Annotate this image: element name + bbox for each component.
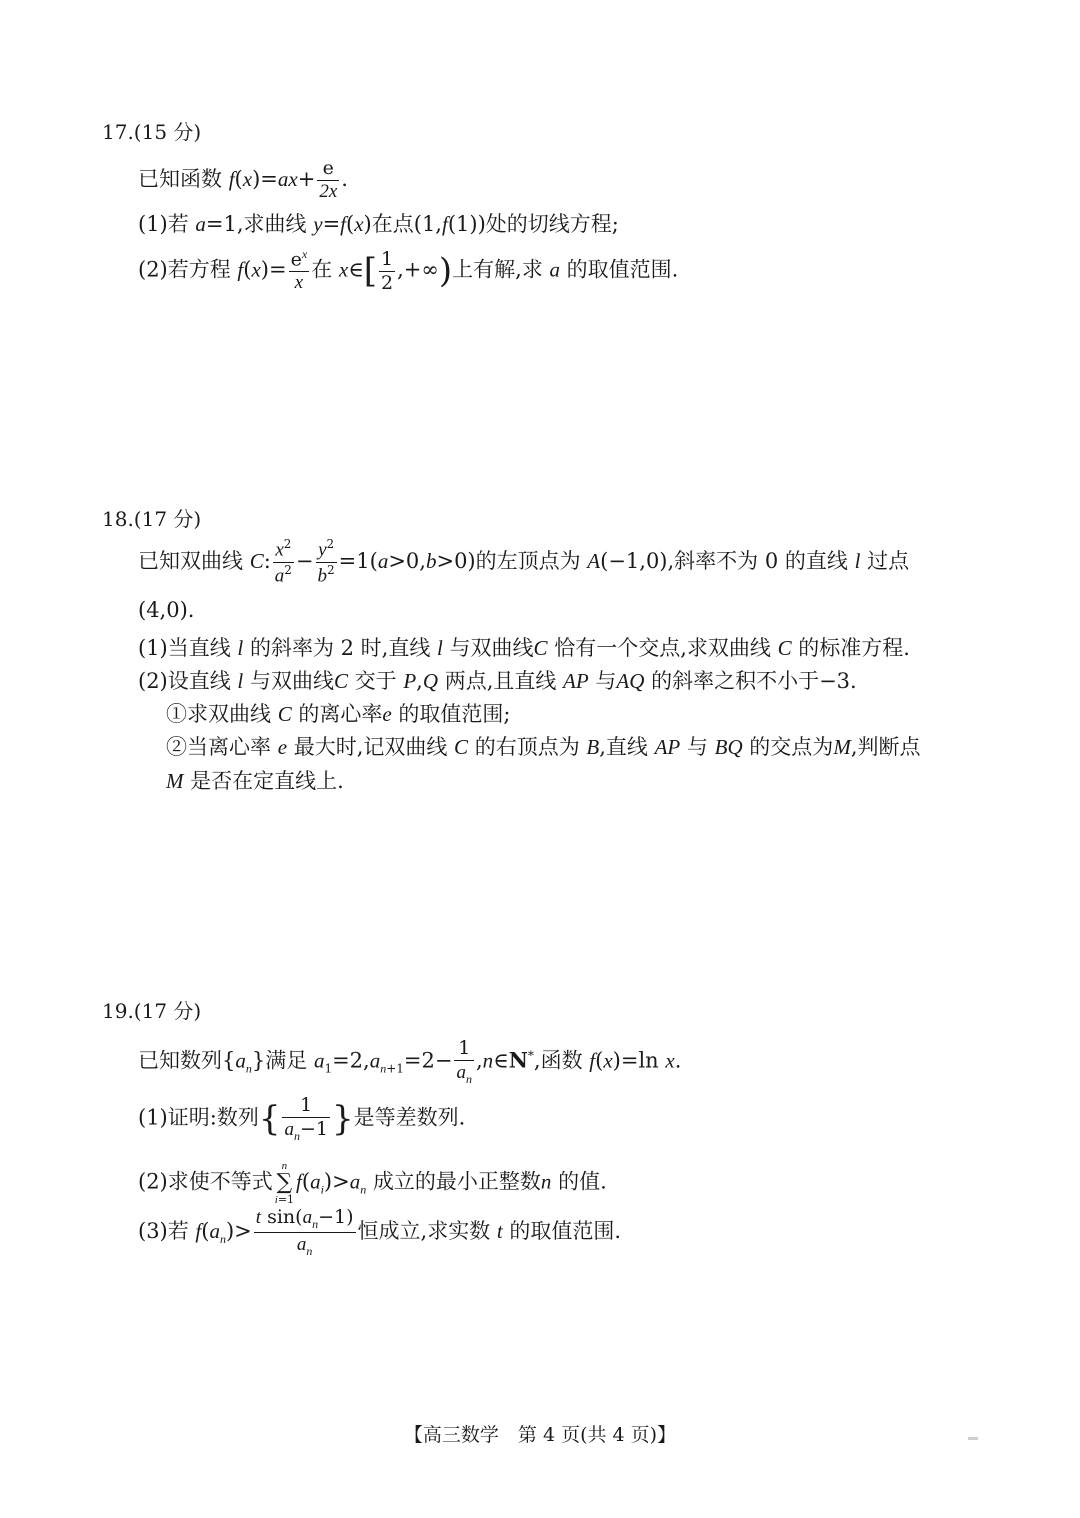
question-17-intro: 已知函数 f(x)=ax+ $\frac{e}{2x}$ . — [138, 157, 348, 202]
question-17-part-1: (1)若 a=1,求曲线 y=f(x)在点(1,f(1))处的切线方程; — [138, 212, 619, 236]
fraction-e-over-2x: $\frac{e}{2x}$ — [319, 157, 338, 202]
fraction-1-over-an: $\frac{1}{a_n}$ — [456, 1037, 472, 1086]
question-18-intro-continued: (4,0). — [138, 598, 195, 622]
question-19-intro: 已知数列$\{a_n\}$满足 $a_1=2,a_{n+1}=2-$ $\frac{1}{a_n}$ ,n∈N*,函数 f(x)=ln x. — [138, 1037, 682, 1086]
question-18-part-2: (2)设直线 l 与双曲线C 交于 P,Q 两点,且直线 AP 与AQ 的斜率之积不小于−3. — [138, 669, 857, 693]
question-18-subpart-2-continued: M 是否在定直线上. — [166, 769, 344, 793]
fraction-x2-over-a2: $\frac{x^2}{a^2}$ — [274, 537, 292, 587]
summation-symbol: n ∑ i=1 — [274, 1160, 295, 1206]
question-17-header: 17.(15 分) — [102, 120, 202, 144]
question-17-part-2: (2)若方程 f(x)= $\frac{e^x}{x}$ 在 x∈[ $\frac{1}{2}$ ,+∞)上有解,求 a 的取值范围. — [138, 247, 679, 294]
fraction-1-over-an-minus-1: $\frac{1}{a_n-1}$ — [284, 1094, 328, 1143]
fraction-y2-over-b2: $\frac{y^2}{b^2}$ — [317, 537, 335, 587]
scan-mark — [968, 1437, 978, 1440]
fraction-tsin-over-an: $\frac{t \sin(a_n-1)}{a_n}$ — [255, 1206, 354, 1258]
question-19-part-2: (2)求使不等式n ∑ $i=1f(a_i)>a_n$ 成立的最小正整数n 的值. — [138, 1160, 607, 1206]
question-18-subpart-2: ②当离心率 e 最大时,记双曲线 C 的右顶点为 B,直线 AP 与 BQ 的交点为M,判断点 — [166, 735, 921, 759]
question-18-part-1: (1)当直线 l 的斜率为 2 时,直线 l 与双曲线C 恰有一个交点,求双曲线 C 的标准方程. — [138, 636, 910, 660]
question-19-part-3: (3)若 $f(a_n)>$ $\frac{t \sin(a_n-1)}{a_n}$ 恒成立,求实数 t 的取值范围. — [138, 1206, 622, 1258]
question-19-part-1: (1)证明:数列{ $\frac{1}{a_n-1}$ }是等差数列. — [138, 1094, 466, 1143]
question-19-header: 19.(17 分) — [102, 999, 202, 1023]
question-18-intro: 已知双曲线 C: $\frac{x^2}{a^2}$ − $\frac{y^2}{b^2}$ =1(a>0,b>0)的左顶点为 A(−1,0),斜率不为 0 的直线 l 过点 — [138, 537, 910, 587]
fraction-one-half: $\frac{1}{2}$ — [381, 247, 394, 294]
page-footer: 【高三数学 第 4 页(共 4 页)】 — [403, 1424, 677, 1446]
question-18-header: 18.(17 分) — [102, 507, 202, 531]
fraction-ex-over-x: $\frac{e^x}{x}$ — [290, 247, 308, 294]
question-18-subpart-1: ①求双曲线 C 的离心率e 的取值范围; — [166, 702, 511, 726]
